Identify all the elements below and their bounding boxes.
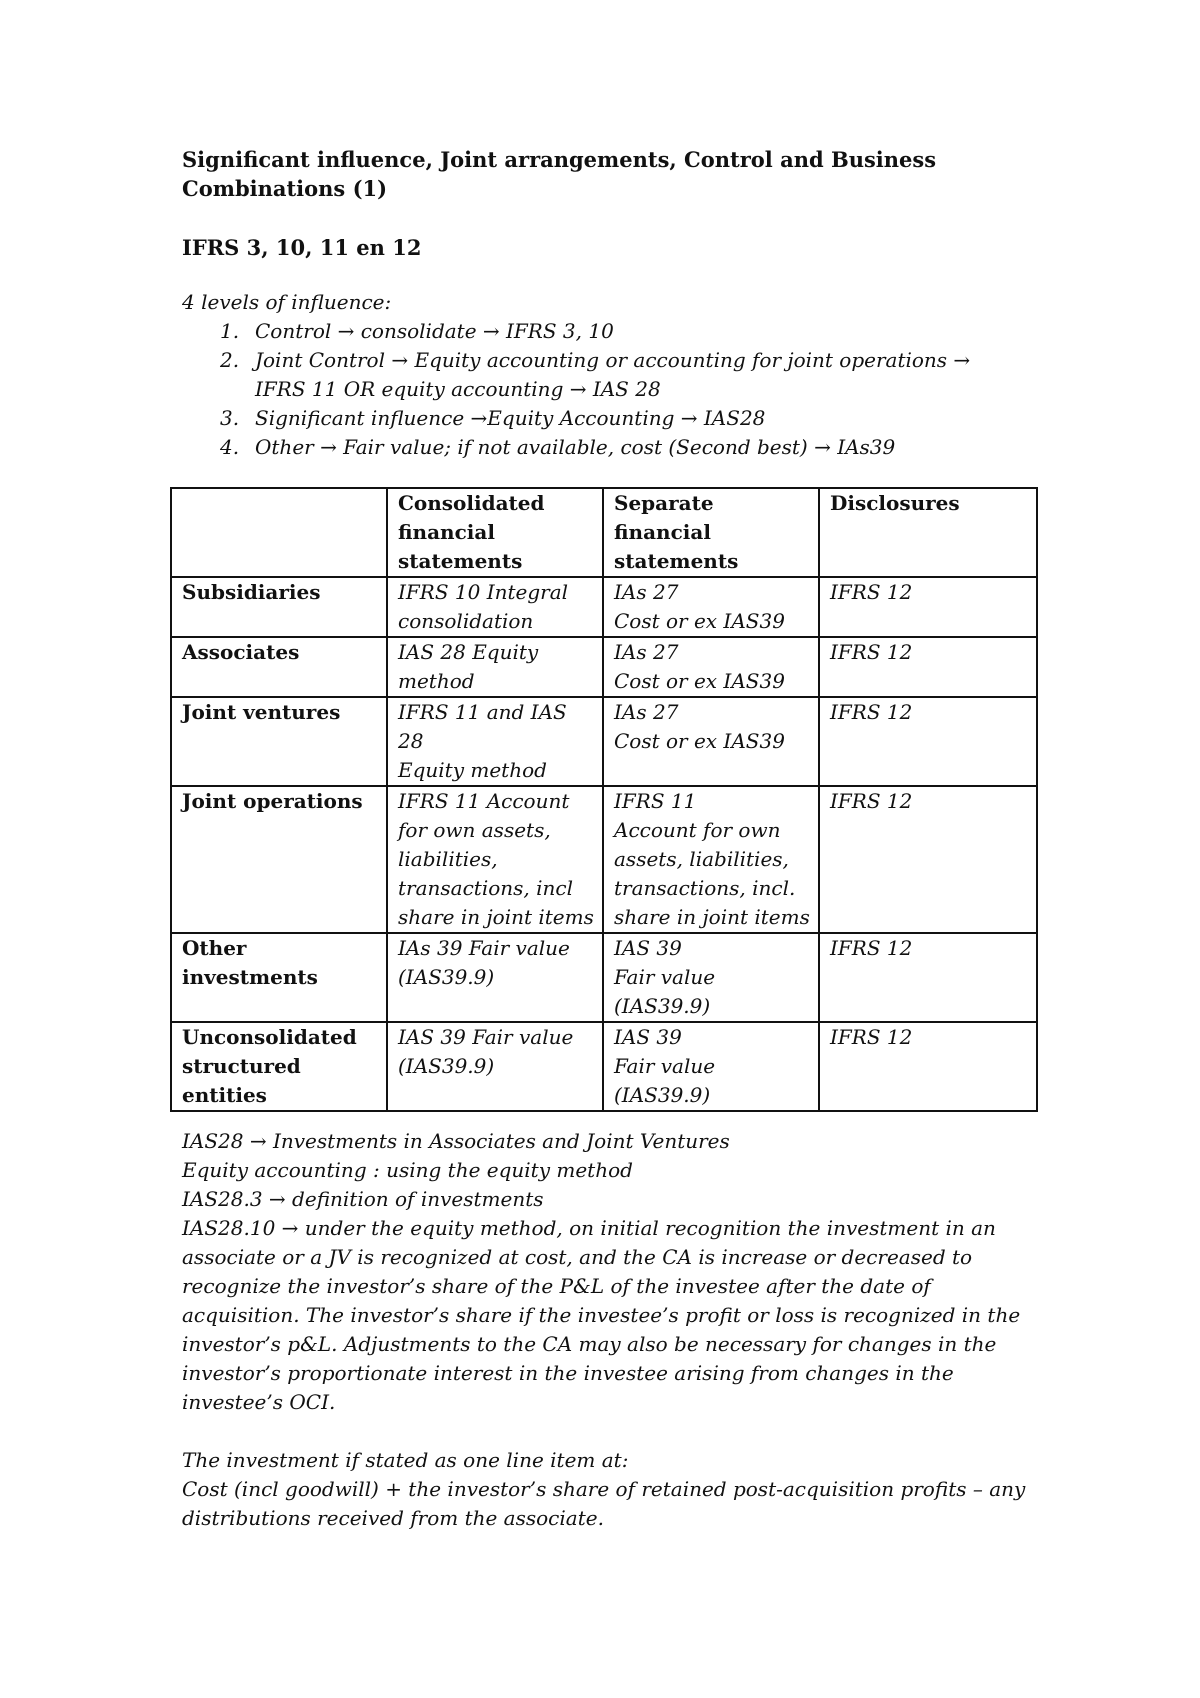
notes-section xyxy=(182,1127,1042,1533)
cell-separate xyxy=(603,933,819,1022)
list-text: Other → Fair value; if not available, cost (Second best) → IAs39 xyxy=(255,435,896,459)
cell-line: (IAS39.9) xyxy=(398,1054,495,1078)
note-line: distributions received from the associate. xyxy=(182,1506,604,1530)
cell-consolidated xyxy=(387,697,603,786)
cell-line: IFRS 12 xyxy=(830,789,913,813)
levels-heading: 4 levels of influence: xyxy=(182,290,392,314)
cell-separate xyxy=(603,637,819,697)
row-label-line: Unconsolidated xyxy=(182,1025,357,1049)
list-text: Joint Control → Equity accounting or accounting for joint operations → xyxy=(255,348,971,372)
note-line: acquisition. The investor’s share if the investee’s profit or loss is recognized in the xyxy=(182,1303,1021,1327)
cell-line: (IAS39.9) xyxy=(614,1083,711,1107)
cell-line: IAS 28 Equity xyxy=(398,640,539,664)
header-line: Consolidated xyxy=(398,491,545,515)
cell-line: IAs 27 xyxy=(614,580,679,604)
paragraph-gap xyxy=(182,1417,1042,1446)
cell-line: Equity method xyxy=(398,758,547,782)
list-item xyxy=(182,317,1002,346)
cell-disclosures xyxy=(819,577,1037,637)
row-label-line: Joint ventures xyxy=(182,700,341,724)
cell-line: Fair value xyxy=(614,1054,716,1078)
cell-line: consolidation xyxy=(398,609,534,633)
row-label xyxy=(171,637,387,697)
cell-line: IFRS 12 xyxy=(830,700,913,724)
list-number: 4. xyxy=(220,435,240,459)
header-line: statements xyxy=(398,549,523,573)
header-consolidated xyxy=(387,488,603,577)
cell-line: IAs 39 Fair value xyxy=(398,936,570,960)
cell-line: Cost or ex IAS39 xyxy=(614,669,785,693)
cell-line: IAs 27 xyxy=(614,640,679,664)
list-number: 3. xyxy=(220,406,240,430)
header-line: Separate xyxy=(614,491,714,515)
note-line: associate or a JV is recognized at cost, and the CA is increase or decreased to xyxy=(182,1245,973,1269)
list-item xyxy=(182,433,1002,462)
cell-line: transactions, incl xyxy=(398,876,573,900)
note-line: IAS28.3 → definition of investments xyxy=(182,1187,544,1211)
cell-line: transactions, incl. xyxy=(614,876,796,900)
cell-line: assets, liabilities, xyxy=(614,847,789,871)
cell-line: (IAS39.9) xyxy=(614,994,711,1018)
cell-consolidated xyxy=(387,933,603,1022)
cell-line: for own assets, xyxy=(398,818,551,842)
note-line: Cost (incl goodwill) + the investor’s share of retained post-acquisition profits – any xyxy=(182,1477,1026,1501)
cell-line: IAS 39 xyxy=(614,936,682,960)
header-line: financial xyxy=(614,520,711,544)
row-label-line: Joint operations xyxy=(182,789,363,813)
cell-line: share in joint items xyxy=(398,905,594,929)
cell-line: (IAS39.9) xyxy=(398,965,495,989)
row-label-line: investments xyxy=(182,965,318,989)
table-row xyxy=(171,933,1037,1022)
list-text: Significant influence →Equity Accounting → IAS28 xyxy=(255,406,766,430)
cell-line: IFRS 12 xyxy=(830,936,913,960)
header-disclosures xyxy=(819,488,1037,577)
note-line: investor’s p&L. Adjustments to the CA may also be necessary for changes in the xyxy=(182,1332,997,1356)
row-label-line: structured xyxy=(182,1054,301,1078)
list-number: 2. xyxy=(220,348,240,372)
table-row xyxy=(171,577,1037,637)
cell-disclosures xyxy=(819,637,1037,697)
row-label xyxy=(171,933,387,1022)
cell-line: IFRS 11 Account xyxy=(398,789,570,813)
cell-line: IFRS 12 xyxy=(830,1025,913,1049)
note-line: investor’s proportionate interest in the investee arising from changes in the xyxy=(182,1361,954,1385)
note-line: IAS28.10 → under the equity method, on initial recognition the investment in an xyxy=(182,1216,996,1240)
row-label xyxy=(171,786,387,933)
cell-line: IFRS 10 Integral xyxy=(398,580,569,604)
cell-separate xyxy=(603,697,819,786)
cell-line: IFRS 11 and IAS 28 xyxy=(398,700,567,753)
cell-consolidated xyxy=(387,637,603,697)
header-cell-empty xyxy=(171,488,387,577)
levels-list xyxy=(182,317,1002,462)
cell-consolidated xyxy=(387,577,603,637)
table-row xyxy=(171,637,1037,697)
cell-line: Fair value xyxy=(614,965,716,989)
cell-separate xyxy=(603,577,819,637)
list-item xyxy=(182,346,1002,404)
note-line: IAS28 → Investments in Associates and Joint Ventures xyxy=(182,1129,730,1153)
cell-line: IFRS 12 xyxy=(830,640,913,664)
table-header-row xyxy=(171,488,1037,577)
cell-line: share in joint items xyxy=(614,905,810,929)
header-line: Disclosures xyxy=(830,491,960,515)
document-title: Significant influence, Joint arrangements, Control and Business Combinations (1) xyxy=(182,147,937,201)
document-subtitle: IFRS 3, 10, 11 en 12 xyxy=(182,235,422,260)
note-line: recognize the investor’s share of the P&L of the investee after the date of xyxy=(182,1274,931,1298)
row-label-line: Other xyxy=(182,936,247,960)
header-line: financial xyxy=(398,520,495,544)
cell-line: IFRS 11 xyxy=(614,789,697,813)
table-row xyxy=(171,697,1037,786)
cell-line: IAs 27 xyxy=(614,700,679,724)
row-label xyxy=(171,1022,387,1111)
row-label-line: Subsidiaries xyxy=(182,580,321,604)
note-line: investee’s OCI. xyxy=(182,1390,336,1414)
row-label xyxy=(171,697,387,786)
list-item xyxy=(182,404,1002,433)
cell-line: method xyxy=(398,669,475,693)
cell-consolidated xyxy=(387,1022,603,1111)
cell-disclosures xyxy=(819,1022,1037,1111)
cell-line: liabilities, xyxy=(398,847,498,871)
cell-line: Cost or ex IAS39 xyxy=(614,729,785,753)
table-row xyxy=(171,786,1037,933)
header-line: statements xyxy=(614,549,739,573)
list-text: IFRS 11 OR equity accounting → IAS 28 xyxy=(255,377,661,401)
list-text: Control → consolidate → IFRS 3, 10 xyxy=(255,319,614,343)
table-row xyxy=(171,1022,1037,1111)
cell-separate xyxy=(603,786,819,933)
note-line: The investment if stated as one line item at: xyxy=(182,1448,629,1472)
cell-line: IAS 39 xyxy=(614,1025,682,1049)
row-label xyxy=(171,577,387,637)
cell-line: IAS 39 Fair value xyxy=(398,1025,574,1049)
cell-disclosures xyxy=(819,786,1037,933)
row-label-line: entities xyxy=(182,1083,267,1107)
row-label-line: Associates xyxy=(182,640,300,664)
cell-disclosures xyxy=(819,933,1037,1022)
note-line: Equity accounting : using the equity method xyxy=(182,1158,633,1182)
cell-line: Cost or ex IAS39 xyxy=(614,609,785,633)
cell-disclosures xyxy=(819,697,1037,786)
header-separate xyxy=(603,488,819,577)
cell-line: IFRS 12 xyxy=(830,580,913,604)
standards-table xyxy=(170,487,1038,1112)
cell-consolidated xyxy=(387,786,603,933)
list-number: 1. xyxy=(220,319,240,343)
cell-line: Account for own xyxy=(614,818,781,842)
cell-separate xyxy=(603,1022,819,1111)
